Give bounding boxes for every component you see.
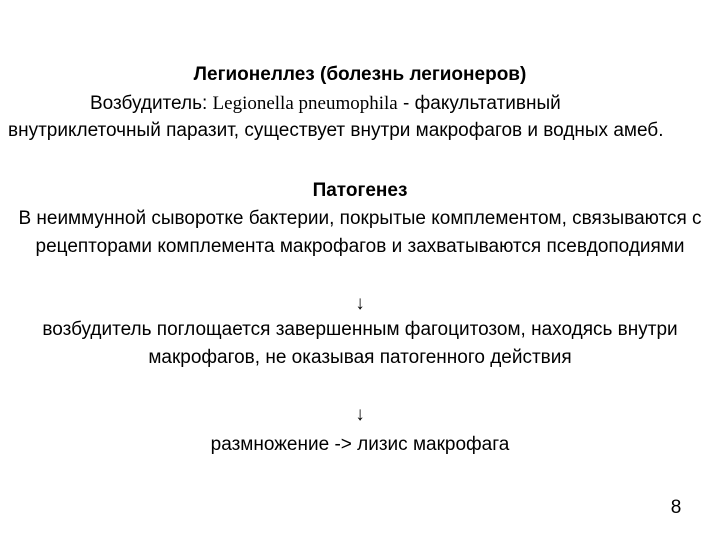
- pathogen-label: Возбудитель:: [90, 93, 208, 114]
- pathogenesis-step-1: В неиммунной сыворотке бактерии, покрытые комплементом, связываются с рецепторами комплемента макрофагов и захватываются псевдоподиями: [18, 208, 702, 257]
- slide-title: Легионеллез (болезнь легионеров): [193, 64, 527, 85]
- pathogen-description-text: - факультативный внутриклеточный паразит, существует внутри макрофагов и водных амеб.: [8, 93, 664, 141]
- down-arrow-icon: ↓: [355, 404, 365, 425]
- pathogenesis-step-3: размножение -> лизис макрофага: [210, 434, 510, 455]
- page-number: 8: [670, 497, 682, 518]
- pathogen-name: Legionella pneumophila: [212, 93, 398, 114]
- pathogenesis-heading: Патогенез: [312, 180, 408, 201]
- down-arrow-icon: ↓: [355, 293, 365, 314]
- pathogenesis-step-2: возбудитель поглощается завершенным фагоцитозом, находясь внутри макрофагов, не оказывая патогенного действия: [42, 319, 678, 368]
- pathogen-description: [8, 90, 708, 144]
